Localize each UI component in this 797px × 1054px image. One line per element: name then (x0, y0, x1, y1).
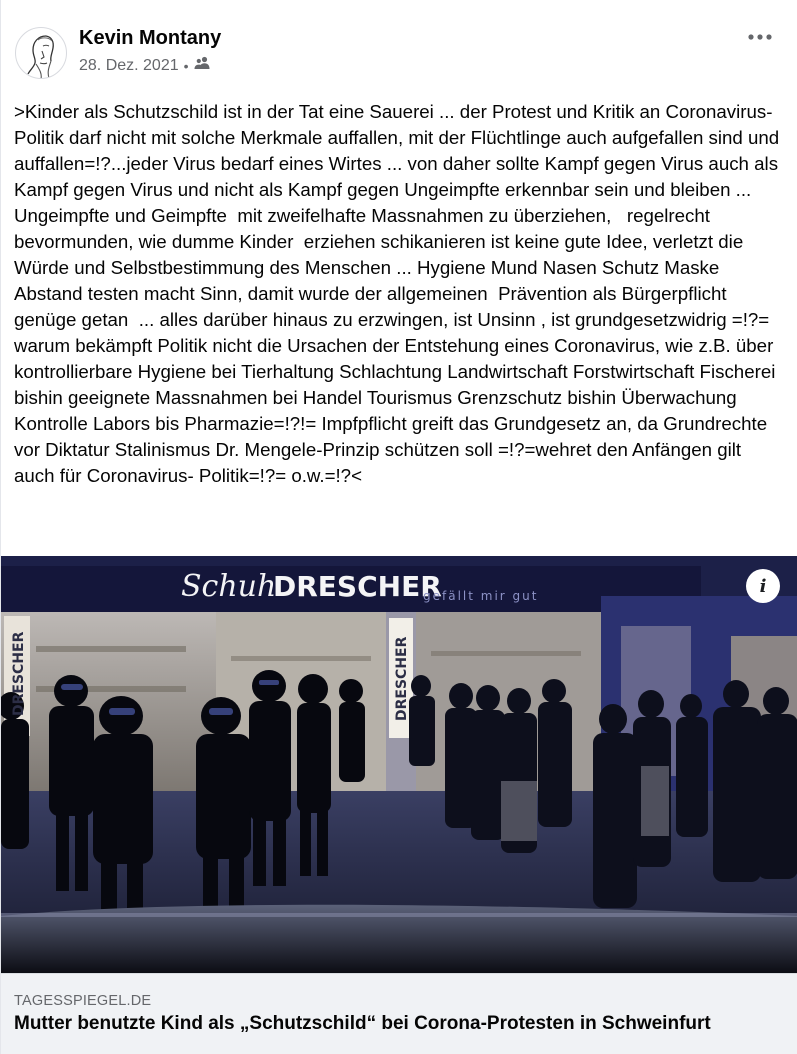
author-name[interactable]: Kevin Montany (79, 27, 222, 49)
store-sign-script: Schuh (181, 569, 277, 604)
post-text: >Kinder als Schutzschild ist in der Tat eine Sauerei ... der Protest und Kritik an Coronavirus- Politik darf nicht mit solche Merkmale auffallen, mit der Flüchtlinge auch aufgefallen sind und auffallen=!?...jeder Virus bedarf eines Wirtes ... von daher sollte Kampf gegen Virus auch als Kampf gegen Virus und nicht als Kampf gegen Ungeimpfte erkennbar sein und bleiben ... Ungeimpfte und Geimpfte mit zweifelhafte Massnahmen zu überziehen, regelrecht bevormunden, wie dumme Kinder erziehen schikanieren ist keine gute Idee, verletzt die Würde und Selbstbestimmung des Menschen ... Hygiene Mund Nasen Schutz Maske Abstand testen macht Sinn, damit wurde der allgemeinen Prävention als Bürgerpflicht genüge getan ... alles darüber hinaus zu erzwingen, ist Unsinn , ist grundgesetzwidrig =!?= warum bekämpft Politik nicht die Ursachen der Entstehung eines Coronavirus, wie z.B. über kontrollierbare Hygiene bei Tierhaltung Schlachtung Landwirtschaft Forstwirtschaft Fischerei bishin geeignete Massnahmen bei Handel Tourismus Grenzschutz bishin Überwachung Kontrolle Labors bis Pharmazie=!?!= Impfpflicht greift das Grundgesetz an, da Grundrechte vor Diktatur Stalinismus Dr. Mengele-Prinzip schützen soll =!?=wehret den Anfängen gilt auch für Coronavirus- Politik=!?= o.w.=!?< (14, 101, 785, 486)
author-avatar[interactable] (15, 27, 67, 79)
store-sign-slogan: gefällt mir gut (423, 589, 539, 603)
vertical-sign-left: DRESCHER (11, 631, 27, 716)
vertical-sign-center: DRESCHER (394, 636, 410, 721)
post-date[interactable]: 28. Dez. 2021 (79, 56, 179, 74)
meta-separator: • (183, 57, 189, 74)
friends-icon[interactable] (194, 56, 210, 75)
post-photo[interactable] (1, 556, 797, 973)
info-icon[interactable]: i (746, 569, 780, 603)
link-preview[interactable] (1, 973, 797, 1054)
store-sign-brand: DRESCHER (273, 570, 442, 603)
link-domain: TAGESSPIEGEL.DE (14, 993, 152, 1009)
sketch-portrait-icon (16, 28, 67, 79)
post-meta (79, 56, 210, 75)
more-options-icon[interactable] (745, 26, 775, 48)
protest-scene (1, 556, 797, 973)
link-headline[interactable]: Mutter benutzte Kind als „Schutzschild“ bei Corona-Protesten in Schweinfurt (14, 1013, 711, 1034)
